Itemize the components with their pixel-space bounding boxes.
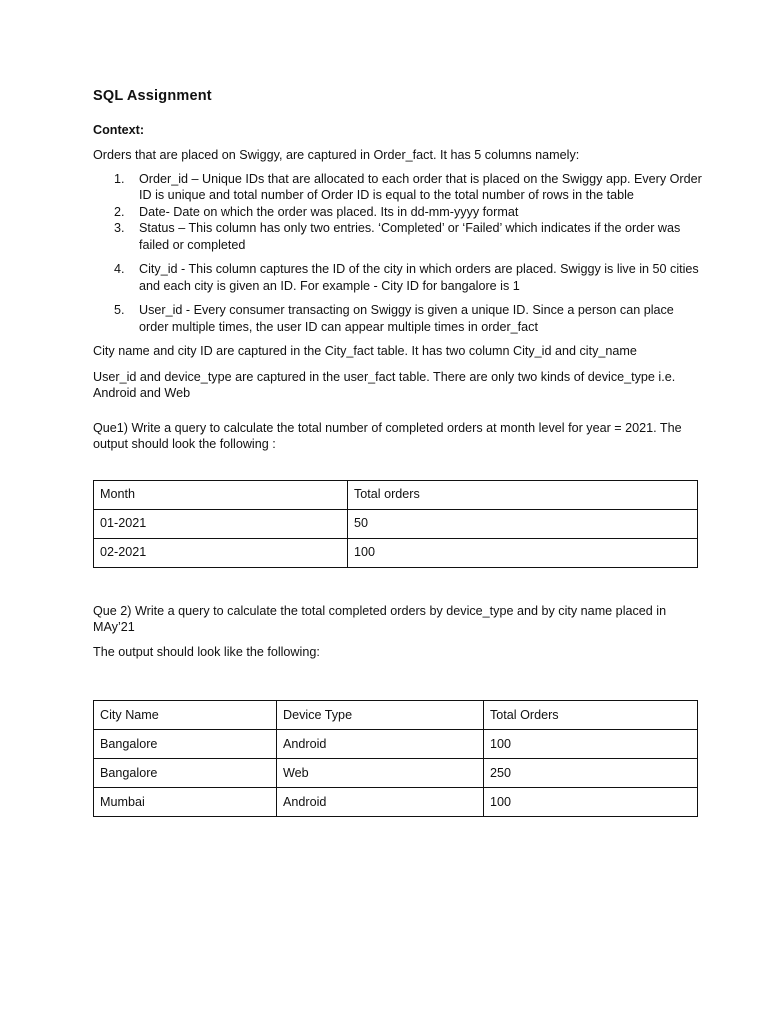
table-cell: 02-2021 (94, 538, 348, 567)
table-header-cell: Total Orders (484, 701, 698, 730)
table-header-cell: Device Type (277, 701, 484, 730)
list-text: Order_id – Unique IDs that are allocated to each order that is placed on the Swiggy app. Every Order ID is unique and total number of Order ID is equal to the total number of rows in the table (139, 171, 702, 202)
page-title: SQL Assignment (93, 88, 212, 104)
list-item (114, 261, 703, 294)
list-item (114, 302, 703, 335)
table-header-cell: Total orders (348, 480, 698, 509)
question-2-output-note: The output should look like the following: (93, 644, 320, 659)
table-cell: 50 (348, 509, 698, 538)
list-text: Status – This column has only two entries. ‘Completed’ or ‘Failed’ which indicates if the order was failed or completed (139, 221, 681, 252)
table-cell: Android (277, 730, 484, 759)
city-paragraph: City name and city ID are captured in the City_fact table. It has two column City_id and city_name (93, 344, 637, 358)
list-number: 3. (114, 221, 125, 235)
month-orders-table (93, 480, 698, 568)
table-header-row (94, 480, 698, 509)
table-cell: Mumbai (94, 788, 277, 817)
user-paragraph: User_id and device_type are captured in the user_fact table. There are only two kinds of device_type i.e. Android and Web (93, 369, 676, 400)
list-text: City_id - This column captures the ID of the city in which orders are placed. Swiggy is live in 50 cities and each city is given an ID. For example - City ID for bangalore is 1 (139, 262, 699, 293)
list-text: User_id - Every consumer transacting on Swiggy is given a unique ID. Since a person can place order multiple times, the user ID can appear multiple times in order_fact (139, 303, 674, 334)
table-row (94, 788, 698, 817)
list-item (114, 171, 703, 204)
table-cell: Web (277, 759, 484, 788)
list-number: 2. (114, 204, 125, 219)
city-device-orders-table (93, 700, 698, 817)
context-label: Context: (93, 122, 145, 137)
table-cell: Bangalore (94, 730, 277, 759)
table-row (94, 538, 698, 567)
list-number: 5. (114, 303, 125, 317)
list-number: 1. (114, 171, 125, 186)
table-row (94, 509, 698, 538)
table-header-row (94, 701, 698, 730)
column-list (93, 171, 703, 336)
document-page (93, 88, 703, 817)
table-row (94, 730, 698, 759)
table-cell: 100 (484, 788, 698, 817)
table-cell: Android (277, 788, 484, 817)
question-1: Que1) Write a query to calculate the total number of completed orders at month level for year = 2021. The output should look the following : (93, 420, 682, 451)
list-number: 4. (114, 262, 125, 276)
table-cell: 100 (348, 538, 698, 567)
table-cell: 250 (484, 759, 698, 788)
table-cell: 100 (484, 730, 698, 759)
table-header-cell: City Name (94, 701, 277, 730)
table-cell: 01-2021 (94, 509, 348, 538)
list-item (114, 204, 703, 221)
table-cell: Bangalore (94, 759, 277, 788)
list-item (114, 220, 703, 253)
table-row (94, 759, 698, 788)
question-2: Que 2) Write a query to calculate the total completed orders by device_type and by city name placed in MAy’21 (93, 603, 667, 634)
table-header-cell: Month (94, 480, 348, 509)
list-text: Date- Date on which the order was placed. Its in dd-mm-yyyy format (139, 204, 519, 219)
intro-paragraph: Orders that are placed on Swiggy, are captured in Order_fact. It has 5 columns namely: (93, 148, 580, 162)
